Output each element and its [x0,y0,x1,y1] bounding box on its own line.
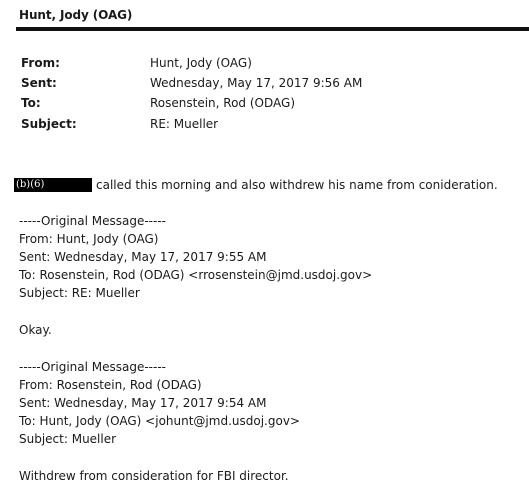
from-label: From: [21,56,60,70]
original-2-message: Withdrew from consideration for FBI director. [19,469,289,483]
body-first-line-text: called this morning and also withdrew his name from conideration. [96,177,498,192]
header-divider [16,27,529,31]
sent-label: Sent: [21,76,57,90]
original-1-subject: Subject: RE: Mueller [19,286,140,300]
original-1-to: To: Rosenstein, Rod (ODAG) <rrosenstein@jmd.usdoj.gov> [19,268,373,282]
sent-value: Wednesday, May 17, 2017 9:56 AM [150,76,363,90]
original-1-from: From: Hunt, Jody (OAG) [19,232,159,246]
original-2-sent: Sent: Wednesday, May 17, 2017 9:54 AM [19,396,267,410]
redaction-box: (b)(6) [14,178,92,192]
to-value: Rosenstein, Rod (ODAG) [150,96,295,110]
original-1-sent: Sent: Wednesday, May 17, 2017 9:55 AM [19,250,267,264]
original-2-subject: Subject: Mueller [19,432,117,446]
original-2-to: To: Hunt, Jody (OAG) <johunt@jmd.usdoj.gov> [19,414,300,428]
from-value: Hunt, Jody (OAG) [150,56,252,70]
subject-value: RE: Mueller [150,117,219,131]
original-1-message: Okay. [19,323,52,337]
subject-label: Subject: [21,117,77,131]
sender-name-heading: Hunt, Jody (OAG) [19,8,133,22]
original-message-separator-1: -----Original Message----- [19,214,166,228]
original-message-separator-2: -----Original Message----- [19,360,166,374]
to-label: To: [21,96,41,110]
original-2-from: From: Rosenstein, Rod (ODAG) [19,378,202,392]
body-first-line [14,176,498,192]
